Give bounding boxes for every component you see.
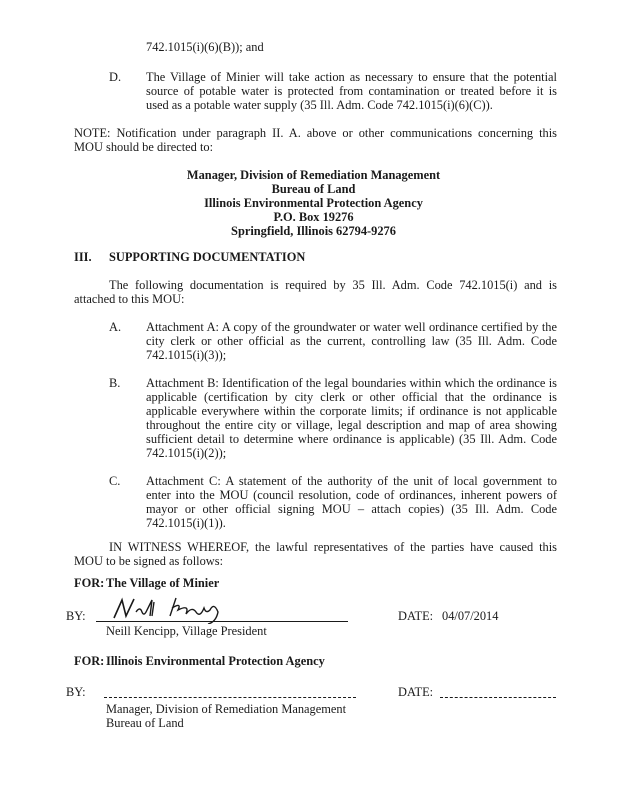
item-b-line-4: throughout the entire city or village, legal description and map of area showing xyxy=(146,418,557,432)
address-line-1: Manager, Division of Remediation Management xyxy=(186,168,441,182)
by-label-2: BY: xyxy=(66,685,86,699)
item-c-line-3: mayor or other official signing MOU – attach copies) (35 Ill. Adm. Code xyxy=(146,502,557,516)
item-d-line-1: The Village of Minier will take action as necessary to ensure that the potential xyxy=(146,70,557,84)
address-line-2: Bureau of Land xyxy=(271,182,356,196)
item-b-line-2: applicable (certification by city clerk or other official that the ordinance is xyxy=(146,390,557,404)
note-line-2: MOU should be directed to: xyxy=(74,140,214,154)
item-d-letter: D. xyxy=(109,70,122,84)
signature-line-2 xyxy=(104,697,356,698)
party-village: The Village of Minier xyxy=(106,576,220,590)
item-b-line-3: applicable everywhere within the corporate limits; if ordinance is not applicable xyxy=(146,404,557,418)
agency-title-line-2: Bureau of Land xyxy=(106,716,184,730)
continued-citation: 742.1015(i)(6)(B)); and xyxy=(146,40,264,54)
date-value-1: 04/07/2014 xyxy=(442,609,499,623)
note-line-1: NOTE: Notification under paragraph II. A. above or other communications concerning this xyxy=(74,126,557,140)
address-line-5: Springfield, Illinois 62794-9276 xyxy=(231,224,396,238)
address-line-4: P.O. Box 19276 xyxy=(273,210,354,224)
by-label-1: BY: xyxy=(66,609,86,623)
intro-line-2: attached to this MOU: xyxy=(74,292,185,306)
date-label-1: DATE: xyxy=(398,609,434,623)
item-d-line-3: used as a potable water supply (35 Ill. Adm. Code 742.1015(i)(6)(C)). xyxy=(146,98,493,112)
item-d-line-2: source of potable water is protected from contamination or treated before it is xyxy=(146,84,557,98)
item-c-line-2: enter into the MOU (council resolution, code of ordinances, inherent powers of xyxy=(146,488,557,502)
item-a-letter: A. xyxy=(109,320,122,334)
intro-line-1: The following documentation is required by 35 Ill. Adm. Code 742.1015(i) and is xyxy=(109,278,557,292)
handwritten-signature xyxy=(108,594,238,624)
address-line-3: Illinois Environmental Protection Agency xyxy=(204,196,423,210)
item-a-line-2: city clerk or other official as the current, controlling law (35 Ill. Adm. Code xyxy=(146,334,557,348)
item-c-letter: C. xyxy=(109,474,121,488)
party-agency: Illinois Environmental Protection Agency xyxy=(106,654,325,668)
agency-title-line-1: Manager, Division of Remediation Management xyxy=(106,702,347,716)
signer-name-title: Neill Kencipp, Village President xyxy=(106,624,267,638)
item-c-line-4: 742.1015(i)(1)). xyxy=(146,516,226,530)
date-line-2 xyxy=(440,697,556,698)
item-b-letter: B. xyxy=(109,376,121,390)
signature-line-1 xyxy=(96,621,348,622)
section-number: III. xyxy=(74,250,92,264)
witness-line-1: IN WITNESS WHEREOF, the lawful representatives of the parties have caused this xyxy=(109,540,557,554)
item-a-line-1: Attachment A: A copy of the groundwater or water well ordinance certified by the xyxy=(146,320,557,334)
section-title: SUPPORTING DOCUMENTATION xyxy=(109,250,306,264)
for-label-1: FOR: xyxy=(74,576,105,590)
item-b-line-6: 742.1015(i)(2)); xyxy=(146,446,227,460)
date-label-2: DATE: xyxy=(398,685,434,699)
item-b-line-5: sufficient detail to determine where ordinance is applicable) (35 Ill. Adm. Code xyxy=(146,432,557,446)
item-c-line-1: Attachment C: A statement of the authority of the unit of local government to xyxy=(146,474,557,488)
for-label-2: FOR: xyxy=(74,654,105,668)
item-b-line-1: Attachment B: Identification of the legal boundaries within which the ordinance is xyxy=(146,376,557,390)
item-a-line-3: 742.1015(i)(3)); xyxy=(146,348,227,362)
witness-line-2: MOU to be signed as follows: xyxy=(74,554,224,568)
